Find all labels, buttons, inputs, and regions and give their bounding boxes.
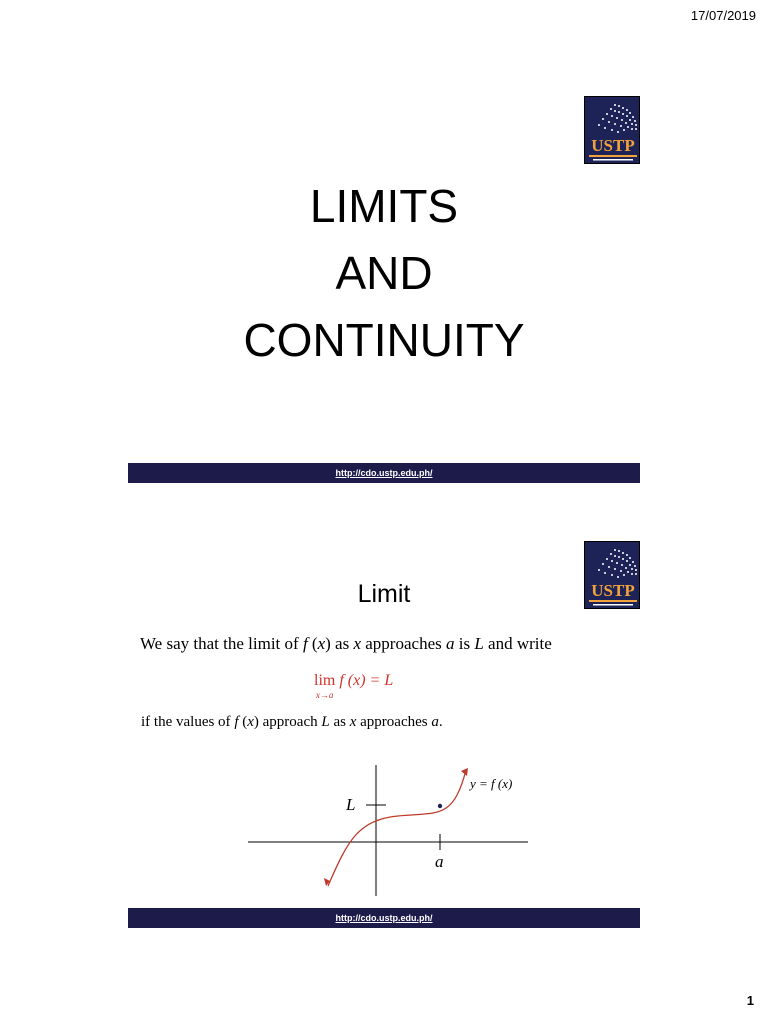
condition-text: if the values of f (x) approach L as x approaches a. <box>141 714 443 730</box>
footer-link[interactable]: http://cdo.ustp.edu.ph/ <box>335 913 433 923</box>
title-line-2: AND <box>335 247 433 299</box>
logo-text: USTP <box>591 136 635 155</box>
a-label: a <box>435 852 444 871</box>
slide-footer <box>128 463 640 483</box>
slide-heading: Limit <box>357 580 411 608</box>
limit-point <box>438 804 442 808</box>
lim-subscript: x→a <box>315 690 334 700</box>
lim-operator: lim x→a <box>314 672 336 700</box>
slide-limit <box>128 530 640 928</box>
logo-text: USTP <box>591 581 635 600</box>
slide-title <box>128 85 640 483</box>
limit-expression: f (x) = L <box>339 672 394 689</box>
ustp-logo <box>584 96 640 164</box>
title-line-1: LIMITS <box>309 180 459 232</box>
slide-footer <box>128 908 640 928</box>
footer-link[interactable]: http://cdo.ustp.edu.ph/ <box>335 468 433 478</box>
page-number: 1 <box>746 993 754 1008</box>
curve-label: y = f (x) <box>470 776 513 791</box>
slide-title-text <box>128 173 640 374</box>
title-line-3: CONTINUITY <box>243 314 525 366</box>
definition-text: We say that the limit of f (x) as x approaches a is L and write <box>140 634 552 653</box>
limit-graph <box>238 760 538 900</box>
page-date: 17/07/2019 <box>690 8 756 23</box>
limit-formula <box>314 672 393 700</box>
L-label: L <box>346 795 356 814</box>
function-curve <box>328 770 466 886</box>
